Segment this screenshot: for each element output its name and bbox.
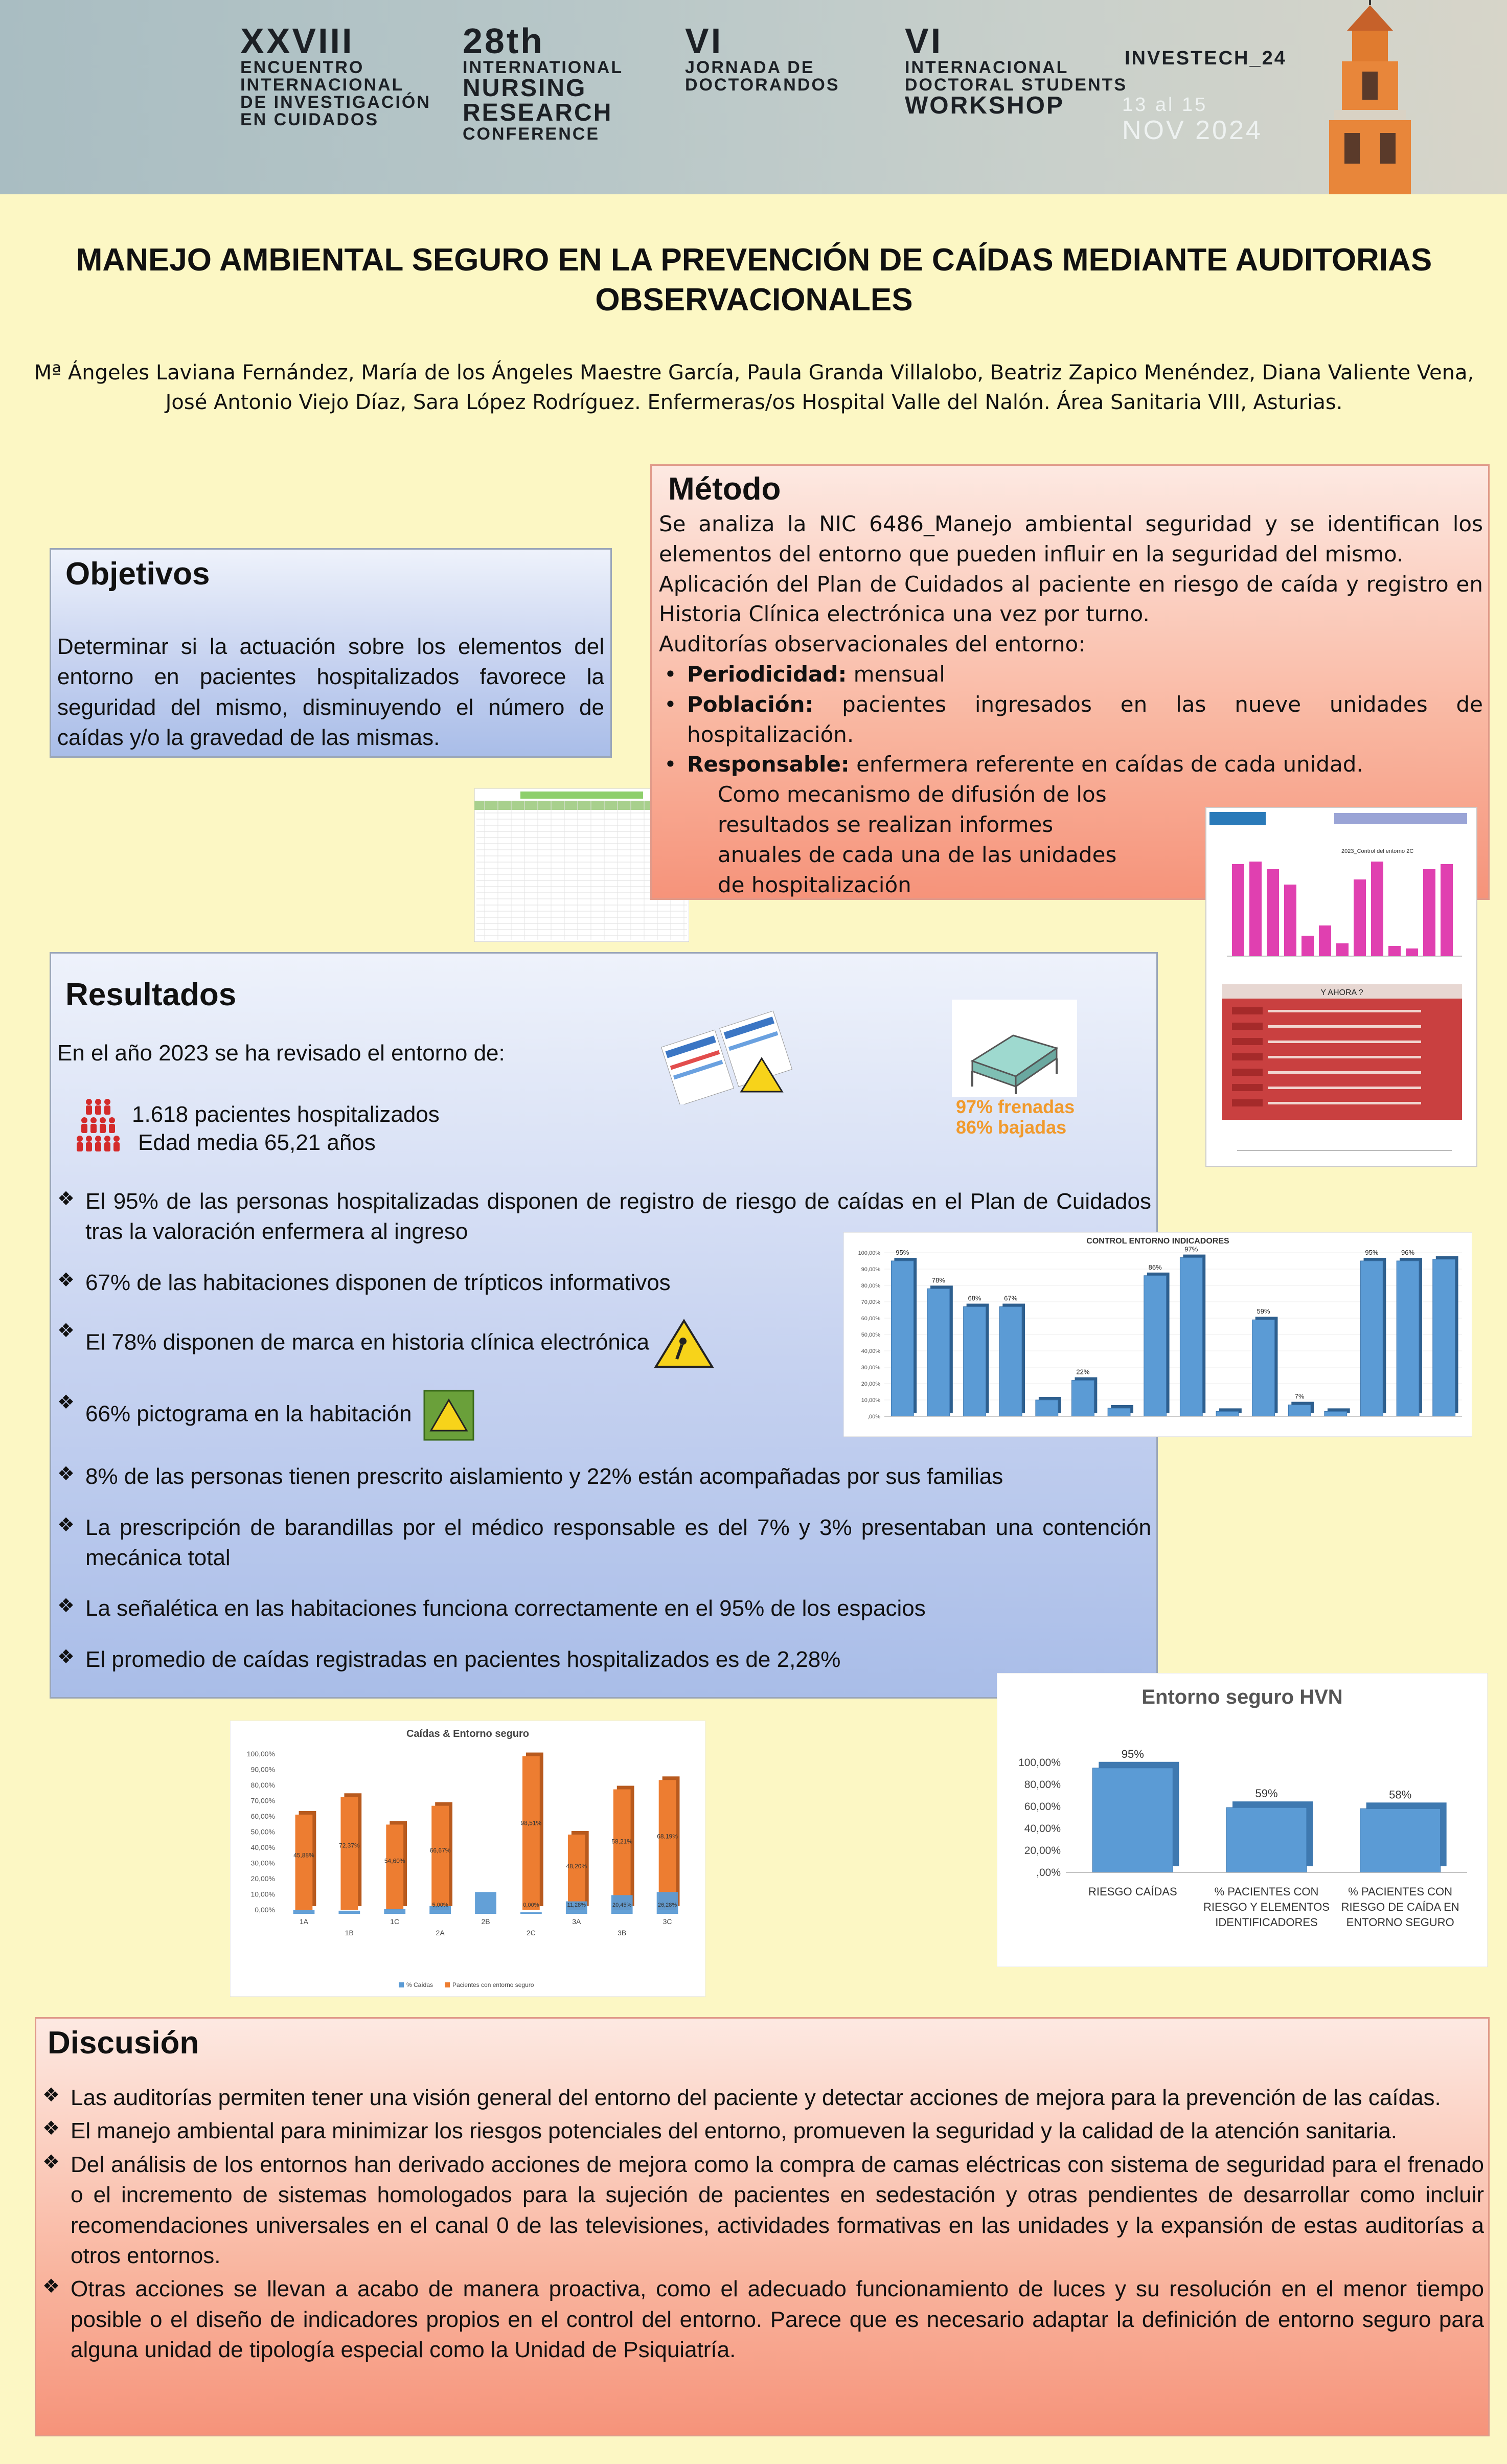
banner-e2-line: RESEARCH: [463, 99, 613, 126]
banner-e5-line: INVESTECH_24: [1125, 48, 1287, 69]
chart1-bar: [1180, 1258, 1202, 1416]
chart2-xtick: 3A: [572, 1917, 581, 1926]
chart1-bar: [999, 1307, 1022, 1416]
chart2-legend-swatch: [445, 1982, 450, 1987]
person-icon: [95, 1142, 101, 1151]
chart1-bar: [1361, 1261, 1383, 1416]
metodo-item-label: Periodicidad:: [687, 661, 847, 687]
metodo-p1: Se analiza la NIC 6486_Manejo ambiental seguridad y se identifican los elementos del entorno que pueden influir en la seguridad del mismo.: [659, 511, 1483, 567]
person-icon: [77, 1136, 83, 1142]
chart2-ytick: 60,00%: [250, 1812, 275, 1820]
banner-e4-line: WORKSHOP: [905, 92, 1064, 119]
discusion-bullet: ❖ Del análisis de los entornos han derivado acciones de mejora como la compra de camas eléctricas con sistema de seguridad para el frenado o el incremento de sistemas homologados para la sujeción de pacientes en sedestación y otras pendientes de desarrollar como incluir recomendaciones universales en el canal 0 de las televisiones, actividades formativas en las unidades y la expansión de estas auditorías a otros entornos.: [42, 2150, 1484, 2271]
metodo-item: • Periodicidad: mensual: [664, 661, 945, 687]
chart1-ytick: ,00%: [867, 1414, 880, 1420]
chart1-bar: [1288, 1405, 1311, 1416]
discusion-box: [35, 2017, 1490, 2436]
chart3-data-label: 59%: [1255, 1787, 1278, 1800]
chart2-xtick: 2A: [436, 1929, 445, 1937]
chart2-xtick: 2C: [526, 1929, 536, 1937]
chart2-data-label: 72,37%: [338, 1842, 360, 1849]
chart2-bar-entorno: [613, 1790, 631, 1910]
bed-icon: [952, 1000, 1077, 1097]
report-arrow-icon: [1232, 1007, 1263, 1014]
chart1-ytick: 60,00%: [861, 1316, 880, 1322]
banner-e2-line: CONFERENCE: [463, 124, 600, 144]
person-icon: [109, 1124, 115, 1133]
banner-e4-line: INTERNACIONAL: [905, 58, 1069, 77]
chart2-xtick: 3B: [618, 1929, 627, 1937]
person-icon: [95, 1136, 101, 1142]
chart2-bar-caidas: [520, 1912, 542, 1914]
chart1-bar: [1325, 1411, 1347, 1416]
chart1-bar: [927, 1288, 950, 1416]
metodo-item-label: Responsable:: [687, 752, 850, 777]
objetivos-text: Determinar si la actuación sobre los elementos del entorno en pacientes hospitalizados favorece la seguridad del mismo, disminuyendo el número de caídas y/o la gravedad de las mismas.: [57, 634, 604, 751]
banner-e1-line: XXVIII: [240, 21, 354, 61]
tower-icon: [1293, 0, 1447, 194]
banner-e4-line: DOCTORAL STUDENTS: [905, 75, 1128, 95]
person-icon: [95, 1105, 101, 1115]
chart1-ytick: 90,00%: [861, 1267, 880, 1273]
patients-count: 1.618 pacientes hospitalizados: [132, 1102, 440, 1127]
banner-e4-line: VI: [905, 21, 943, 61]
chart3-xtick: % PACIENTES CON: [1348, 1885, 1453, 1898]
discusion-heading: Discusión: [48, 2025, 199, 2061]
resultados-bullet: ❖ El promedio de caídas registradas en pacientes hospitalizados es de 2,28%: [57, 1644, 1151, 1675]
report-bar: [1441, 864, 1453, 956]
chart3-ytick: 40,00%: [1024, 1823, 1061, 1835]
metodo-p2: Aplicación del Plan de Cuidados al paciente en riesgo de caída y registro en Historia Clínica electrónica una vez por turno.: [659, 571, 1483, 627]
brochures-image: [652, 1007, 800, 1104]
banner-dates-top: 13 al 15: [1122, 94, 1208, 116]
chart1-data-label: 95%: [1365, 1249, 1379, 1256]
chart2-data-label: 20,45%: [612, 1902, 632, 1908]
chart1-ytick: 100,00%: [858, 1250, 880, 1256]
report-bar: [1371, 862, 1383, 956]
chart2-xtick: 2B: [481, 1917, 490, 1926]
chart2-data-label: 48,20%: [566, 1863, 587, 1870]
person-icon: [81, 1124, 87, 1133]
resultados-bullet: ❖ 8% de las personas tienen prescrito aislamiento y 22% están acompañadas por sus familias: [57, 1461, 1151, 1491]
metodo-diffusion: [659, 780, 1229, 900]
chart2-data-label: 98,51%: [520, 1819, 542, 1827]
report-arrow-icon: [1232, 1038, 1263, 1045]
person-icon: [113, 1142, 120, 1151]
chart2-bar-entorno: [659, 1780, 676, 1910]
chart3-xtick: ENTORNO SEGURO: [1346, 1916, 1454, 1929]
chart3-xtick: RIESGO Y ELEMENTOS: [1203, 1901, 1330, 1913]
banner-e2-line: 28th: [463, 21, 544, 61]
chart2-bar-entorno: [295, 1815, 313, 1910]
report-bar: [1232, 864, 1244, 956]
discusion-bullet: ❖ Las auditorías permiten tener una visión general del entorno del paciente y detectar acciones de mejora para la prevención de las caídas.: [42, 2083, 1484, 2113]
annual-report-graphic: [1206, 808, 1476, 1166]
banner-e1-line: ENCUENTRO: [240, 58, 364, 77]
chart-control-entorno: [843, 1232, 1472, 1437]
report-bar: [1267, 869, 1279, 956]
person-icon: [104, 1142, 110, 1151]
people-icon: [73, 1096, 124, 1155]
chart3-ytick: 80,00%: [1024, 1779, 1061, 1791]
chart-caidas-entorno: [230, 1721, 705, 1997]
chart1-ytick: 40,00%: [861, 1348, 880, 1354]
report-bar: [1249, 862, 1262, 956]
chart1-data-label: 68%: [968, 1294, 981, 1302]
report-bar: [1423, 869, 1435, 956]
banner-e2-line: NURSING: [463, 75, 587, 102]
report-arrow-icon: [1232, 1099, 1263, 1106]
chart1-ytick: 80,00%: [861, 1283, 880, 1289]
chart1-ytick: 10,00%: [861, 1397, 880, 1404]
chart1-bar: [1144, 1276, 1167, 1416]
chart1-bar: [1252, 1320, 1275, 1416]
person-icon: [86, 1142, 92, 1151]
chart3-ytick: 100,00%: [1018, 1757, 1061, 1769]
chart3-xtick: RIESGO DE CAÍDA EN: [1341, 1901, 1459, 1913]
resultados-intro: En el año 2023 se ha revisado el entorno de:: [57, 1041, 505, 1066]
chart2-data-label: 58,21%: [611, 1838, 633, 1845]
person-icon: [113, 1136, 120, 1142]
chart1-data-label: 78%: [931, 1276, 945, 1284]
poster-title: MANEJO AMBIENTAL SEGURO EN LA PREVENCIÓN DE CAÍDAS MEDIANTE AUDITORIAS OBSERVACIONALES: [76, 242, 1432, 318]
chart2-legend-label: % Caídas: [406, 1981, 433, 1988]
banner-dates-bottom: NOV 2024: [1122, 115, 1263, 145]
chart2-bar-caidas: [293, 1910, 315, 1914]
report-arrow-icon: [1232, 1069, 1263, 1076]
person-icon: [100, 1124, 106, 1133]
banner-event-1: [240, 23, 431, 128]
metodo-item-text: mensual: [847, 661, 945, 687]
chart3-xtick: % PACIENTES CON: [1214, 1885, 1319, 1898]
person-icon: [86, 1136, 92, 1142]
chart2-bar-caidas: [338, 1911, 360, 1914]
resultados-bullet: ❖ 67% de las habitaciones disponen de trípticos informativos: [57, 1268, 1151, 1298]
banner-e3-line: DOCTORANDOS: [685, 75, 840, 95]
banner-e1-line: DE INVESTIGACIÓN: [240, 93, 431, 112]
chart1-title: CONTROL ENTORNO INDICADORES: [1086, 1237, 1229, 1246]
mean-age: Edad media 65,21 años: [138, 1130, 376, 1155]
metodo-item-text: pacientes ingresados en las nueve unidades de hospitalización.: [687, 691, 1483, 747]
chart1-ytick: 50,00%: [861, 1332, 880, 1338]
banner-event-4: [905, 23, 1127, 118]
resultados-bullet-text: 66% pictograma en la habitación: [85, 1401, 412, 1427]
chart1-bar: [1433, 1259, 1455, 1416]
metodo-diffusion-line: anuales de cada una de las unidades: [718, 842, 1117, 867]
chart1-ytick: 30,00%: [861, 1365, 880, 1371]
chart2-xtick: 1A: [299, 1917, 309, 1926]
room-pictogram-icon: [423, 1390, 474, 1441]
person-icon: [109, 1117, 115, 1123]
report-bar: [1284, 885, 1296, 956]
person-icon: [86, 1099, 92, 1105]
banner-event-5: [1125, 49, 1287, 68]
chart1-bar: [964, 1307, 986, 1416]
chart2-bar-entorno: [522, 1756, 540, 1910]
banner-dates: [1122, 95, 1263, 145]
chart2-ytick: 80,00%: [250, 1781, 275, 1789]
chart2-ytick: 70,00%: [250, 1796, 275, 1805]
chart2-data-label: 26,28%: [657, 1902, 677, 1908]
metodo-diffusion-line: resultados se realizan informes: [718, 811, 1054, 837]
chart2-bar-entorno: [431, 1806, 449, 1910]
discusion-bullet: ❖ El manejo ambiental para minimizar los riesgos potenciales del entorno, promueven la seguridad y la calidad de la atención sanitaria.: [42, 2116, 1484, 2146]
person-icon: [90, 1117, 97, 1123]
person-icon: [86, 1105, 92, 1115]
annual-report-thumbnail: [1205, 807, 1477, 1167]
report-arrow-icon: [1232, 1053, 1263, 1060]
chart2-data-label: 5,00%: [432, 1902, 448, 1908]
metodo-diffusion-line: Como mecanismo de difusión de los: [718, 782, 1107, 807]
chart3-title: Entorno seguro HVN: [1141, 1686, 1343, 1708]
bed-stats: [956, 1097, 1075, 1137]
chart2-data-label: 66,67%: [429, 1847, 451, 1855]
banner-e2-line: INTERNATIONAL: [463, 58, 624, 77]
header-banner: [0, 0, 1507, 194]
report-panel-title: Y AHORA ?: [1320, 988, 1363, 997]
chart1-bar: [1072, 1381, 1094, 1416]
chart2-bar-caidas: [475, 1892, 496, 1914]
chart2-ytick: 30,00%: [250, 1859, 275, 1867]
chart2-ytick: 50,00%: [250, 1827, 275, 1836]
objetivos-box: [50, 548, 612, 758]
metodo-item: • Población: pacientes ingresados en las nueve unidades de hospitalización.: [664, 691, 1483, 747]
chart1-ytick: 20,00%: [861, 1381, 880, 1387]
chart2-bar-caidas: [384, 1909, 405, 1914]
person-icon: [81, 1117, 87, 1123]
chart2-ytick: 40,00%: [250, 1843, 275, 1851]
banner-e3-line: JORNADA DE: [685, 58, 815, 77]
banner-e3-line: VI: [685, 21, 723, 61]
chart3-data-label: 95%: [1121, 1747, 1144, 1760]
warning-pictogram-icon: [653, 1318, 715, 1369]
discusion-bullets: [42, 2083, 1484, 2365]
chart1-bar: [1397, 1261, 1419, 1416]
person-icon: [104, 1136, 110, 1142]
poster-authors: Mª Ángeles Laviana Fernández, María de los Ángeles Maestre García, Paula Granda Villalobo, Beatriz Zapico Menéndez, Diana Valiente Vena, José Antonio Viejo Díaz, Sara López Rodríguez. Enfermeras/os Hospital Valle del Nalón. Área Sanitaria VIII, Asturias.: [34, 361, 1474, 414]
chart1-data-label: 96%: [1401, 1249, 1415, 1256]
banner-e1-line: INTERNACIONAL: [240, 75, 404, 95]
report-arrow-icon: [1232, 1084, 1263, 1091]
metodo-diffusion-line: de hospitalización: [718, 872, 911, 897]
chart1-data-label: 22%: [1076, 1368, 1090, 1376]
chart2-ytick: 0,00%: [255, 1906, 275, 1914]
chart1-bar: [1036, 1400, 1058, 1416]
chart2-xtick: 3C: [663, 1917, 672, 1926]
chart2-legend-label: Pacientes con entorno seguro: [452, 1981, 534, 1988]
chart3-data-label: 58%: [1389, 1788, 1412, 1801]
resultados-bullet: ❖ El 95% de las personas hospitalizadas disponen de registro de riesgo de caídas en el Plan de Cuidados tras la valoración enfermera al ingreso: [57, 1186, 1151, 1247]
person-icon: [95, 1099, 101, 1105]
metodo-item: • Responsable: enfermera referente en caídas de cada unidad.: [664, 752, 1363, 777]
chart1-data-label: 97%: [1184, 1245, 1198, 1253]
person-icon: [77, 1142, 83, 1151]
person-icon: [104, 1105, 110, 1115]
chart2-data-label: 68,19%: [657, 1833, 678, 1840]
chart2-ytick: 10,00%: [250, 1890, 275, 1898]
report-bar: [1336, 943, 1349, 956]
chart3-xtick: RIESGO CAÍDAS: [1088, 1885, 1177, 1898]
report-bar: [1302, 936, 1314, 956]
person-icon: [100, 1117, 106, 1123]
chart2-ytick: 100,00%: [246, 1750, 275, 1758]
chart3-ytick: 20,00%: [1024, 1845, 1061, 1857]
chart2-title: Caídas & Entorno seguro: [406, 1728, 530, 1739]
chart1-data-label: 59%: [1257, 1307, 1270, 1316]
chart1-data-label: 67%: [1004, 1294, 1018, 1302]
chart2-data-label: 45,88%: [293, 1851, 314, 1859]
chart2-ytick: 90,00%: [250, 1765, 275, 1774]
chart2-data-label: 0,00%: [523, 1902, 539, 1908]
banner-e1-line: EN CUIDADOS: [240, 110, 379, 129]
chart2-bar-entorno: [568, 1835, 585, 1910]
chart3-bar: [1360, 1809, 1441, 1872]
chart1-data-label: 95%: [896, 1249, 909, 1256]
chart2-xtick: 1C: [390, 1917, 400, 1926]
bed-stat-brakes: 97% frenadas: [956, 1096, 1075, 1117]
person-icon: [104, 1099, 110, 1105]
report-chart-title: 2023_Control del entorno 2C: [1341, 848, 1414, 854]
objetivos-heading: Objetivos: [65, 556, 210, 592]
chart1-data-label: 7%: [1294, 1392, 1305, 1400]
chart1-bar: [1216, 1411, 1239, 1416]
report-bar: [1388, 946, 1401, 956]
metodo-item-text: enfermera referente en caídas de cada unidad.: [849, 752, 1363, 777]
chart3-bar: [1092, 1768, 1173, 1872]
metodo-p3: Auditorías observacionales del entorno:: [659, 631, 1086, 657]
resultados-bullet: ❖ La prescripción de barandillas por el médico responsable es del 7% y 3% presentaban una contención mecánica total: [57, 1512, 1151, 1573]
resultados-heading: Resultados: [65, 977, 237, 1012]
chart1-bar: [891, 1261, 914, 1416]
chart2-legend-swatch: [399, 1982, 404, 1987]
chart2-ytick: 20,00%: [250, 1874, 275, 1883]
report-bar: [1406, 948, 1418, 956]
chart2-data-label: 54,60%: [384, 1857, 405, 1865]
chart2-bar-entorno: [386, 1824, 403, 1910]
chart3-ytick: ,00%: [1036, 1867, 1061, 1879]
report-bar: [1354, 879, 1366, 956]
banner-event-2: [463, 23, 623, 143]
chart1-ytick: 70,00%: [861, 1299, 880, 1305]
chart2-xtick: 1B: [345, 1929, 354, 1937]
metodo-list: [659, 660, 1483, 780]
report-arrow-icon: [1232, 1023, 1263, 1030]
banner-event-3: [685, 23, 840, 94]
chart3-ytick: 60,00%: [1024, 1801, 1061, 1813]
resultados-bullet: ❖ La señalética en las habitaciones funciona correctamente en el 95% de los espacios: [57, 1593, 1151, 1623]
chart1-data-label: 86%: [1148, 1263, 1162, 1271]
chart2-bar-entorno: [340, 1797, 358, 1910]
bed-stat-lowered: 86% bajadas: [956, 1116, 1067, 1138]
chart3-xtick: IDENTIFICADORES: [1215, 1916, 1318, 1929]
discusion-bullet: ❖ Otras acciones se llevan a acabo de manera proactiva, como el adecuado funcionamiento de luces y su resolución en el menor tiempo posible o el diseño de indicadores propios en el control del entorno. Parece que es necesario adaptar la definición de entorno seguro para alguna unidad de tipología especial como la Unidad de Psiquiatría.: [42, 2274, 1484, 2365]
metodo-heading: Método: [668, 471, 781, 507]
resultados-bullet-text: El 78% disponen de marca en historia clínica electrónica: [85, 1329, 650, 1355]
chart3-bar: [1226, 1807, 1307, 1872]
chart-entorno-seguro-hvn: [997, 1673, 1488, 1967]
chart1-bar: [1108, 1408, 1130, 1416]
report-pink-bars: [1227, 862, 1462, 956]
person-icon: [90, 1124, 97, 1133]
report-bar: [1319, 925, 1331, 956]
metodo-item-label: Población:: [687, 691, 814, 717]
chart2-data-label: 11,28%: [567, 1902, 586, 1908]
